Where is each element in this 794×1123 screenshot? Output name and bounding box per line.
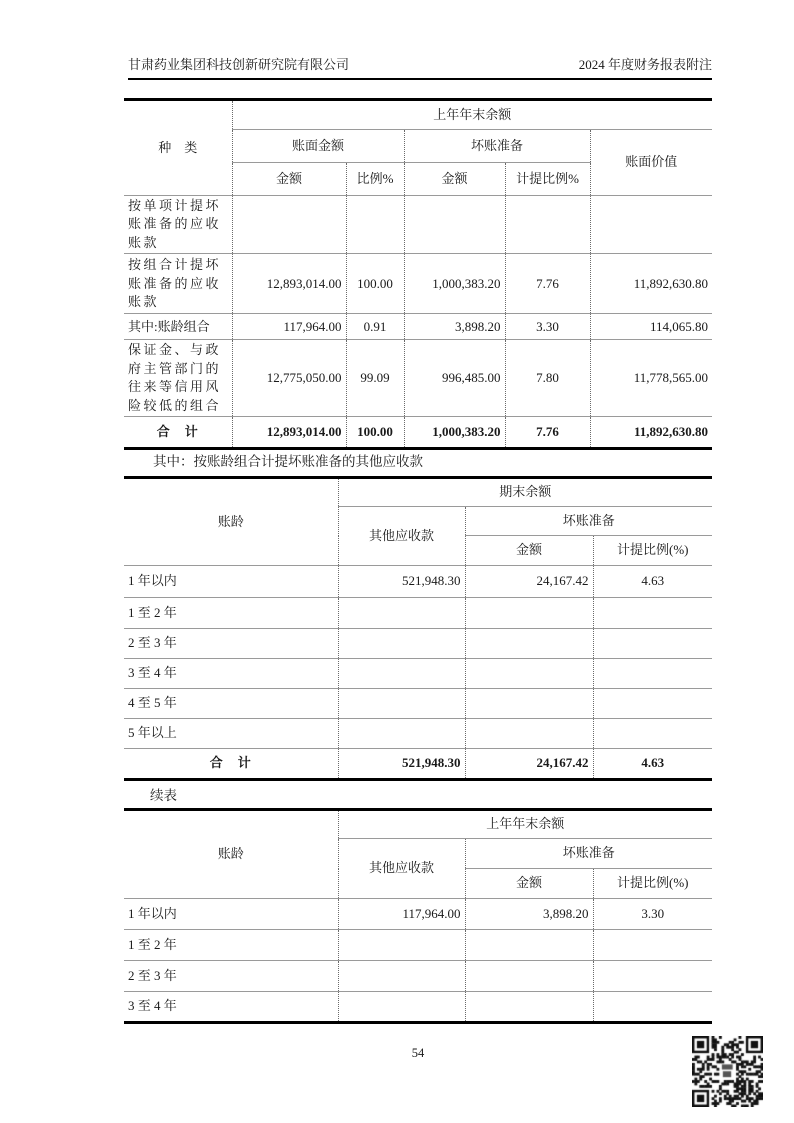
cell-ratio: 99.09 (346, 340, 404, 417)
header-provision-ratio: 计提比例(%) (593, 536, 712, 566)
header-period-end-balance: 期末余额 (338, 478, 712, 507)
cell-bad-debt-amount (465, 629, 593, 659)
cell-provision-ratio: 4.63 (593, 749, 712, 780)
row-label: 1 至 2 年 (124, 598, 338, 629)
header-category: 种 类 (158, 139, 198, 155)
table-row (124, 340, 712, 417)
cell-provision-ratio (593, 961, 712, 992)
cell-bad-debt-amount (465, 992, 593, 1023)
row-label: 按组合计提坏账准备的应收账款 (124, 254, 232, 314)
row-label: 1 年以内 (124, 899, 338, 930)
cell-amount: 117,964.00 (232, 314, 346, 340)
cell-provision-ratio: 4.63 (593, 566, 712, 598)
bad-debt-by-category-table (124, 98, 712, 450)
cell-ratio: 100.00 (346, 417, 404, 449)
cell-provision-ratio (593, 598, 712, 629)
header-bad-debt-provision: 坏账准备 (404, 130, 590, 163)
table-row (124, 930, 712, 961)
header-provision-ratio: 计提比例(%) (593, 869, 712, 899)
table-row (124, 899, 712, 930)
cell-provision-ratio: 7.76 (505, 254, 590, 314)
header-provision-ratio: 计提比例% (505, 163, 590, 196)
cell-bad-debt-amount: 1,000,383.20 (404, 254, 505, 314)
table-row (124, 598, 712, 629)
cell-provision-ratio (593, 992, 712, 1023)
cell-amount (338, 689, 465, 719)
table-row (124, 659, 712, 689)
cell-amount (338, 598, 465, 629)
cell-provision-ratio: 7.80 (505, 340, 590, 417)
cell-bad-debt-amount (465, 961, 593, 992)
row-label: 2 至 3 年 (124, 629, 338, 659)
cell-amount (338, 930, 465, 961)
header-aging: 账龄 (217, 513, 244, 529)
header-ratio: 比例% (346, 163, 404, 196)
header-amount: 金额 (465, 869, 593, 899)
row-label: 其中:账龄组合 (124, 314, 232, 340)
cell-amount: 521,948.30 (338, 566, 465, 598)
cell-amount (232, 196, 346, 254)
cell-provision-ratio (593, 930, 712, 961)
cell-amount: 12,893,014.00 (232, 254, 346, 314)
total-label: 合 计 (124, 417, 232, 449)
row-label: 3 至 4 年 (124, 992, 338, 1023)
cell-provision-ratio (593, 659, 712, 689)
cell-book-value (590, 196, 712, 254)
table-row (124, 254, 712, 314)
table-row (124, 196, 712, 254)
row-label: 1 至 2 年 (124, 930, 338, 961)
cell-amount: 12,893,014.00 (232, 417, 346, 449)
row-label: 1 年以内 (124, 566, 338, 598)
table-row (124, 566, 712, 598)
cell-bad-debt-amount: 24,167.42 (465, 566, 593, 598)
row-label: 2 至 3 年 (124, 961, 338, 992)
cell-amount: 117,964.00 (338, 899, 465, 930)
header-prior-year-balance: 上年年末余额 (338, 810, 712, 839)
table-row (124, 314, 712, 340)
cell-amount: 521,948.30 (338, 749, 465, 780)
table-header-row (124, 100, 712, 130)
table-row (124, 629, 712, 659)
cell-provision-ratio (593, 719, 712, 749)
report-title: 2024 年度财务报表附注 (578, 57, 712, 72)
cell-bad-debt-amount: 1,000,383.20 (404, 417, 505, 449)
cell-provision-ratio (593, 689, 712, 719)
header-other-receivables: 其他应收款 (338, 507, 465, 566)
cell-ratio (346, 196, 404, 254)
table-header-row (124, 810, 712, 839)
header-amount: 金额 (404, 163, 505, 196)
aging-table-period-end (124, 476, 712, 781)
cell-amount (338, 659, 465, 689)
cell-amount (338, 719, 465, 749)
cell-bad-debt-amount (465, 598, 593, 629)
total-row (124, 417, 712, 449)
cell-amount (338, 961, 465, 992)
row-label: 保证金、与政府主管部门的往来等信用风险较低的组合 (124, 340, 232, 417)
aging-table-prior-year (124, 808, 712, 1024)
cell-bad-debt-amount (465, 719, 593, 749)
continued-table-label: 续表 (150, 788, 177, 803)
page-number: 54 (411, 1046, 425, 1060)
company-name: 甘肃药业集团科技创新研究院有限公司 (128, 57, 350, 72)
header-amount: 金额 (232, 163, 346, 196)
cell-provision-ratio: 3.30 (593, 899, 712, 930)
cell-provision-ratio: 3.30 (505, 314, 590, 340)
cell-book-value: 11,892,630.80 (590, 417, 712, 449)
cell-ratio: 100.00 (346, 254, 404, 314)
total-label: 合 计 (124, 749, 338, 780)
header-bad-debt-provision: 坏账准备 (465, 507, 712, 536)
header-amount: 金额 (465, 536, 593, 566)
cell-bad-debt-amount: 24,167.42 (465, 749, 593, 780)
cell-provision-ratio (593, 629, 712, 659)
cell-bad-debt-amount: 996,485.00 (404, 340, 505, 417)
header-prior-year-balance: 上年年末余额 (232, 100, 712, 130)
table-row (124, 719, 712, 749)
row-label: 3 至 4 年 (124, 659, 338, 689)
row-label: 4 至 5 年 (124, 689, 338, 719)
table-row (124, 961, 712, 992)
header-book-amount: 账面金额 (232, 130, 404, 163)
table-row (124, 689, 712, 719)
cell-bad-debt-amount (465, 659, 593, 689)
cell-amount: 12,775,050.00 (232, 340, 346, 417)
row-label: 5 年以上 (124, 719, 338, 749)
cell-bad-debt-amount: 3,898.20 (465, 899, 593, 930)
table-header-row (124, 478, 712, 507)
cell-bad-debt-amount (404, 196, 505, 254)
section-caption: 其中：按账龄组合计提坏账准备的其他应收款 (153, 454, 423, 469)
cell-book-value: 114,065.80 (590, 314, 712, 340)
qr-code-icon (692, 1036, 763, 1107)
cell-book-value: 11,892,630.80 (590, 254, 712, 314)
header-bad-debt-provision: 坏账准备 (465, 839, 712, 869)
header-aging: 账龄 (217, 846, 244, 862)
row-label: 按单项计提坏账准备的应收账款 (124, 196, 232, 254)
header-book-value: 账面价值 (590, 130, 712, 196)
cell-book-value: 11,778,565.00 (590, 340, 712, 417)
header-other-receivables: 其他应收款 (338, 839, 465, 899)
cell-amount (338, 629, 465, 659)
cell-bad-debt-amount: 3,898.20 (404, 314, 505, 340)
cell-bad-debt-amount (465, 930, 593, 961)
cell-provision-ratio (505, 196, 590, 254)
table-row (124, 992, 712, 1023)
running-header (128, 54, 712, 80)
cell-amount (338, 992, 465, 1023)
cell-provision-ratio: 7.76 (505, 417, 590, 449)
cell-bad-debt-amount (465, 689, 593, 719)
cell-ratio: 0.91 (346, 314, 404, 340)
total-row (124, 749, 712, 780)
